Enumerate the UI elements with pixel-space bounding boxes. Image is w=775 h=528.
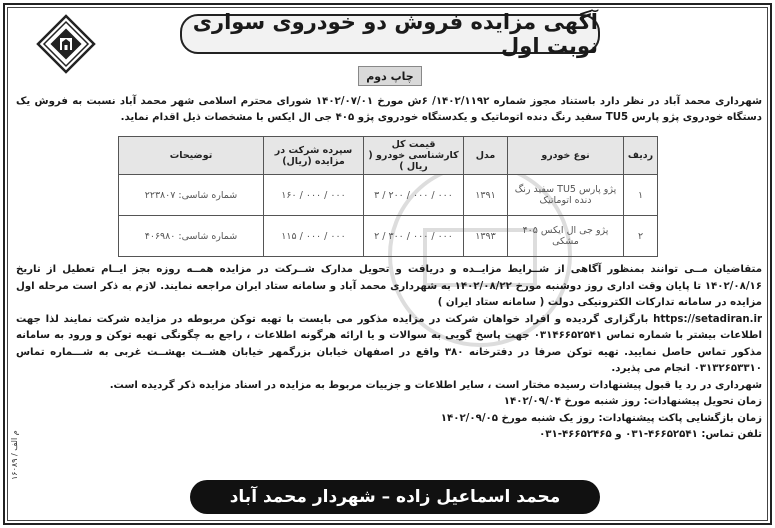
header-deposit: سپرده شرکت در مزایده (ریال): [264, 137, 364, 175]
table-row: [119, 216, 658, 257]
table-header-row: [119, 137, 658, 175]
cell-row-number: ۲: [624, 216, 658, 257]
cell-vehicle-type: پژو پارس TU5 سفید رنگ دنده اتوماتیک: [508, 175, 624, 216]
paragraph-submission-date: زمان تحویل پیشنهادات: روز شنبه مورخ ۱۴۰۲/۰۹/۰۴: [503, 396, 762, 407]
cell-deposit: ۱۶۰ / ۰۰۰ / ۰۰۰: [264, 175, 364, 216]
paragraph-setadiran: https://setadiran.ir بارگزاری گردیده و افراد خواهان شرکت در مزایده مذکور می بایست با تهیه توکن مربوطه در مزایده شرکت نمایند لذا جهت اطلاعات بیشتر با شماره تماس ۰۳۱۴۶۶۵۲۵۴۱ جهت پاسخ گویی به سوالات و یا ارائه هرگونه اطلاعات ، راجع به چگونگی تهیه توکن و ورود به سامانه مذکور تماس حاصل نمایید. تهیه توکن صرفا در دفترخانه ۳۸۰ واقع در اصفهان خیابان بزرگمهر خیابان هشــت بهشــت غربی به شـــماره تماس ۰۳۱۳۲۶۵۳۳۱۰ انجام می پذیرد.: [16, 313, 762, 374]
notice-body: [16, 262, 762, 444]
header-row-number: ردیف: [624, 137, 658, 175]
cell-notes: شماره شاسی: ۴۰۶۹۸۰: [119, 216, 264, 257]
cell-model: ۱۳۹۱: [464, 175, 508, 216]
vehicles-table: [118, 136, 658, 257]
cell-model: ۱۳۹۳: [464, 216, 508, 257]
organization-name: شهرداری محمد آباد: [663, 96, 762, 107]
header-model: مدل: [464, 137, 508, 175]
side-reference-code: ۱۶۰۸۹ / م الف: [10, 430, 19, 480]
cell-row-number: ۱: [624, 175, 658, 216]
cell-notes: شماره شاسی: ۲۲۳۸۰۷: [119, 175, 264, 216]
cell-deposit: ۱۱۵ / ۰۰۰ / ۰۰۰: [264, 216, 364, 257]
header-vehicle-type: نوع خودرو: [508, 137, 624, 175]
paragraph-opening-date: زمان بازگشایی پاکت پیشنهادات: روز یک شنبه مورخ ۱۴۰۲/۰۹/۰۵: [440, 412, 762, 424]
table-row: [119, 175, 658, 216]
paragraph-rights: شهرداری در رد یا قبول پیشنهادات رسیده مختار است ، سایر اطلاعات و جزییات مربوط به مزایده در اسناد مزایده ذکر گردیده است.: [109, 379, 762, 391]
cell-vehicle-type: پژو جی ال ایکس ۴۰۵ مشکی: [508, 216, 624, 257]
municipality-logo-icon: [36, 14, 96, 74]
intro-paragraph: [16, 94, 762, 126]
cell-base-price: ۳ / ۲۰۰ / ۰۰۰ / ۰۰۰: [364, 175, 464, 216]
paragraph-contact-phone: تلفن تماس: ۴۶۶۵۲۵۴۱-۰۳۱ و ۴۶۶۵۲۴۶۵-۰۳۱: [539, 429, 762, 440]
paragraph-participation: متقاضیان مــی توانند بمنظور آگاهی از شــرایط مزایــده و دریافت و تحویل مدارک شــرکت در مزایده همــه روزه بجز ایــام تعطیل از تاریخ ۱۴۰۲/۰۸/۱۶ تا پایان وقت اداری روز دوشنبه مورخ ۱۴۰۲/۰۸/۲۲ به شهرداری محمد آباد و سامانه ستاد ایران مراجعه نمایند. لازم به ذکر است مرحله اول مزایده در سامانه تدارکات الکترونیکی دولت ( سامانه ستاد ایران ): [16, 264, 762, 308]
signature-banner: محمد اسماعیل زاده – شهردار محمد آباد: [190, 480, 600, 514]
edition-badge: چاپ دوم: [358, 66, 422, 86]
header-notes: توضیحات: [119, 137, 264, 175]
header-base-price: قیمت کل کارشناسی خودرو ( ریال ): [364, 137, 464, 175]
cell-base-price: ۲ / ۳۰۰ / ۰۰۰ / ۰۰۰: [364, 216, 464, 257]
intro-text: در نظر دارد باستناد مجوز شماره ۱۴۰۲/۱۱۹۲/ ۶ش مورخ ۱۴۰۲/۰۷/۰۱ شورای محترم اسلامی شهر محمد آباد نسبت به فروش یک دستگاه خودروی پژو پارس TU5 سفید رنگ دنده اتوماتیک و یکدستگاه خودروی پژو ۴۰۵ جی ال ایکس با مشخصات ذیل اقدام نماید.: [16, 96, 762, 123]
notice-title: آگهی مزایده فروش دو خودروی سواری نوبت اول: [180, 14, 600, 54]
